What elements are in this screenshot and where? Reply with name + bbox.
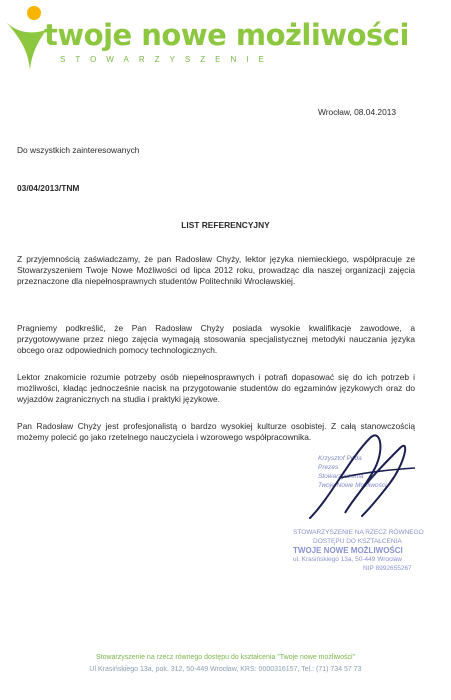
logo-title: twoje nowe możliwości xyxy=(44,18,409,52)
letter-title: LIST REFERENCYJNY xyxy=(181,220,270,230)
letter-paragraph: Pragniemy podkreślić, że Pan Radosław Chyży posiada wysokie kwalifikacje zawodowe, a przygotowywane przez niego zajęcia wymagają stosowania specjalistycznej metodyki nauczania języka obcego oraz odpowiednich pomocy technologicznych. xyxy=(17,323,415,355)
letter-date: Wrocław, 08.04.2013 xyxy=(318,107,397,117)
letter-recipients: Do wszystkich zainteresowanych xyxy=(17,145,140,155)
letter-footer xyxy=(0,652,451,676)
signature-stamp-line: Krzysztof Peda xyxy=(318,455,362,462)
organization-stamp-line: STOWARZYSZENIE NA RZECZ RÓWNEGO xyxy=(293,529,424,536)
letter-reference-number: 03/04/2013/TNM xyxy=(17,183,80,193)
organization-stamp-line: DOSTĘPU DO KSZTAŁCENIA xyxy=(313,538,402,545)
footer-organization: Stowarzyszenie na rzecz równego dostępu do kształcenia "Twoje nowe możliwości" xyxy=(95,654,356,661)
letterhead-logo xyxy=(0,0,451,80)
organization-stamp-line: TWOJE NOWE MOŻLIWOŚCI xyxy=(293,546,403,555)
signature-stamp-line: Prezes xyxy=(318,464,339,471)
handwritten-signature xyxy=(300,418,430,538)
organization-stamp-line: NIP 8992655267 xyxy=(363,565,412,572)
signature-stamp-line: Stowarzyszenia xyxy=(318,473,364,480)
footer-contact: Ul Krasińskiego 13a, pok. 312, 50-449 Wrocław, KRS: 0000316157, Tel.: (71) 734 57 73 xyxy=(89,666,362,673)
organization-stamp-line: ul. Krasińskiego 13a, 50-449 Wrocław xyxy=(293,556,402,563)
letter-paragraph: Z przyjemnością zaświadczamy, że pan Radosław Chyży, lektor języka niemieckiego, współpracuje ze Stowarzyszeniem Twoje Nowe Możliwości od lipca 2012 roku, prowadząc dla naszej organizacji zajęcia przeznaczone dla niepełnosprawnych studentów Politechniki Wrocławskiej. xyxy=(17,254,415,286)
logo-subtitle: STOWARZYSZENIE xyxy=(60,55,274,64)
signature-stamp-line: Twoje Nowe Możliwości xyxy=(318,482,387,489)
letter-paragraph: Lektor znakomicie rozumie potrzeby osób niepełnosprawnych i potrafi dopasować się do ich potrzeb i możliwości, kładąc jednocześnie nacisk na przygotowanie studentów do egzaminów językowych oraz do wyjazdów zagranicznych na studia i praktyki językowe. xyxy=(17,372,415,404)
organization-stamp xyxy=(293,528,451,598)
letter-paragraph: Pan Radosław Chyży jest profesjonalistą o bardzo wysokiej kulturze osobistej. Z całą stanowczością możemy polecić go jako rzetelnego nauczyciela i wzorowego współpracownika. xyxy=(17,421,415,442)
